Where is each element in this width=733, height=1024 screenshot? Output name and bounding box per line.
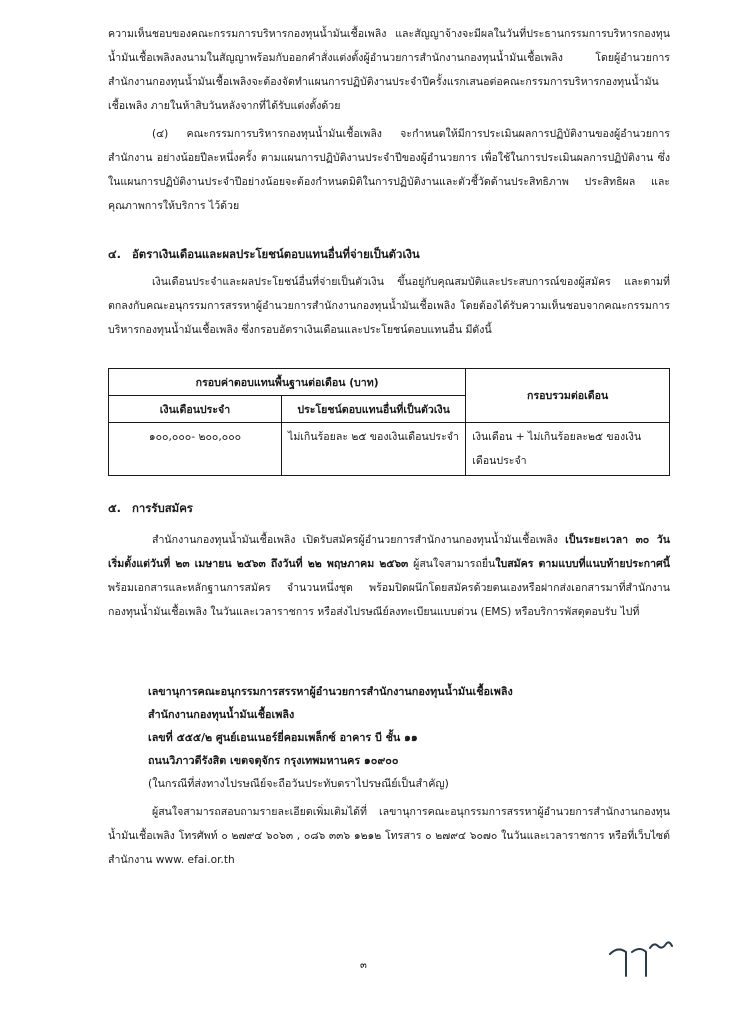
section-4-title: อัตราเงินเดือนและผลประโยชน์ตอบแทนอื่นที่จ่ายเป็นตัวเงิน	[131, 247, 420, 261]
section-5-text-a: สำนักงานกองทุนน้ำมันเชื้อเพลิง เปิดรับสมัครผู้อำนวยการสำนักงานกองทุนน้ำมันเชื้อเพลิง	[152, 534, 566, 546]
section-5-number: ๕.	[108, 501, 121, 515]
application-form-note: ใบสมัคร ตามแบบที่แนบท้ายประกาศนี้	[495, 558, 670, 570]
address-line: ถนนวิภาวดีรังสิต เขตจตุจักร กรุงเทพมหานคร ๑๐๙๐๐	[148, 754, 399, 767]
address-line: เลขานุการคณะอนุกรรมการสรรหาผู้อำนวยการสำนักงานกองทุนน้ำมันเชื้อเพลิง	[148, 685, 513, 698]
section-5-title: การรับสมัคร	[131, 501, 193, 515]
section-5-paragraph	[108, 528, 670, 624]
header-benefit: ประโยชน์ตอบแทนอื่นที่เป็นตัวเงิน	[282, 396, 466, 423]
item-4-paragraph: (๔) คณะกรรมการบริหารกองทุนน้ำมันเชื้อเพลิง จะกำหนดให้มีการประเมินผลการปฏิบัติงานของผู้อำนวยการสำนักงาน อย่างน้อยปีละหนึ่งครั้ง ตามแผนการปฏิบัติงานประจำปีของผู้อำนวยการ เพื่อใช้ในการประเมินผลการปฏิบัติงาน ซึ่งในแผนการปฏิบัติงานประจำปีอย่างน้อยจะต้องกำหนดมิติในการปฏิบัติงานและตัวชี้วัดด้านประสิทธิภาพ ประสิทธิผล และคุณภาพการให้บริการ ไว้ด้วย	[108, 128, 670, 212]
section-4-paragraph: เงินเดือนประจำและผลประโยชน์อื่นที่จ่ายเป็นตัวเงิน ขึ้นอยู่กับคุณสมบัติและประสบการณ์ของผู้สมัคร และตามที่ตกลงกับคณะอนุกรรมการสรรหาผู้อำนวยการสำนักงานกองทุนน้ำมันเชื้อเพลิง โดยต้องได้รับความเห็นชอบจากคณะกรรมการบริหารกองทุนน้ำมันเชื้อเพลิง ซึ่งกรอบอัตราเงินเดือนและประโยชน์ตอบแทนอื่น มีดังนี้	[108, 276, 670, 336]
table-row	[109, 423, 670, 476]
cell-total-value: เงินเดือน + ไม่เกินร้อยละ๒๕ ของเงินเดือนประจำ	[466, 423, 670, 476]
mailing-address	[148, 680, 513, 795]
header-salary: เงินเดือนประจำ	[109, 396, 282, 423]
section-5-text-c: พร้อมเอกสารและหลักฐานการสมัคร จำนวนหนึ่งชุด พร้อมปิดผนึกโดยสมัครด้วยตนเองหรือฝากส่งเอกสารมาที่สำนักงานกองทุนน้ำมันเชื้อเพลิง ในวันและเวลาราชการ หรือส่งไปรษณีย์ลงทะเบียนแบบด่วน (EMS) หรือบริการพัสดุตอบรับ ไปที่	[108, 582, 670, 618]
intro-paragraph: ความเห็นชอบของคณะกรรมการบริหารกองทุนน้ำมันเชื้อเพลิง และสัญญาจ้างจะมีผลในวันที่ประธานกรรมการบริหารกองทุนน้ำมันเชื้อเพลิงลงนามในสัญญาพร้อมกับออกคำสั่งแต่งตั้งผู้อำนวยการสำนักงานกองทุนน้ำมันเชื้อเพลิง โดยผู้อำนวยการสำนักงานกองทุนน้ำมันเชื้อเพลิงจะต้องจัดทำแผนการปฏิบัติงานประจำปีครั้งแรกเสนอต่อคณะกรรมการบริหารกองทุนน้ำมันเชื้อเพลิง ภายในห้าสิบวันหลังจากที่ได้รับแต่งตั้งด้วย	[108, 28, 670, 112]
address-line: เลขที่ ๕๕๕/๒ ศูนย์เอนเนอร์ยี่คอมเพล็กซ์ อาคาร บี ชั้น ๑๑	[148, 731, 418, 744]
application-period: เป็นระยะเวลา ๓๐ วัน เริ่มตั้งแต่วันที่ ๒๓ เมษายน ๒๕๖๓ ถึงวันที่ ๒๒ พฤษภาคม ๒๕๖๓	[108, 534, 670, 570]
address-note: (ในกรณีที่ส่งทางไปรษณีย์จะถือวันประทับตราไปรษณีย์เป็นสำคัญ)	[148, 777, 449, 790]
cell-benefit-value: ไม่เกินร้อยละ ๒๕ ของเงินเดือนประจำ	[282, 423, 466, 476]
contact-paragraph: ผู้สนใจสามารถสอบถามรายละเอียดเพิ่มเติมได้ที่ เลขานุการคณะอนุกรรมการสรรหาผู้อำนวยการสำนักงานกองทุนน้ำมันเชื้อเพลิง โทรศัพท์ ๐ ๒๗๙๔ ๖๐๖๓ , ๐๘๖ ๓๓๖ ๑๒๑๒ โทรสาร ๐ ๒๗๙๔ ๖๐๗๐ ในวันและเวลาราชการ หรือที่เว็บไซต์สำนักงาน www. efai.or.th	[108, 806, 670, 866]
address-line: สำนักงานกองทุนน้ำมันเชื้อเพลิง	[148, 708, 295, 721]
compensation-table	[108, 368, 670, 476]
header-base-compensation: กรอบค่าตอบแทนพื้นฐานต่อเดือน (บาท)	[109, 369, 466, 396]
section-4-heading	[108, 244, 420, 264]
section-5-heading	[108, 498, 193, 518]
page-number: ๓	[360, 960, 367, 971]
cell-salary-range: ๑๐๐,๐๐๐- ๒๐๐,๐๐๐	[109, 423, 282, 476]
signature-mark	[606, 940, 676, 980]
header-total-per-month: กรอบรวมต่อเดือน	[466, 369, 670, 423]
table-header-row	[109, 369, 670, 396]
section-4-number: ๔.	[108, 247, 121, 261]
section-5-text-b: ผู้สนใจสามารถยื่น	[408, 558, 496, 570]
